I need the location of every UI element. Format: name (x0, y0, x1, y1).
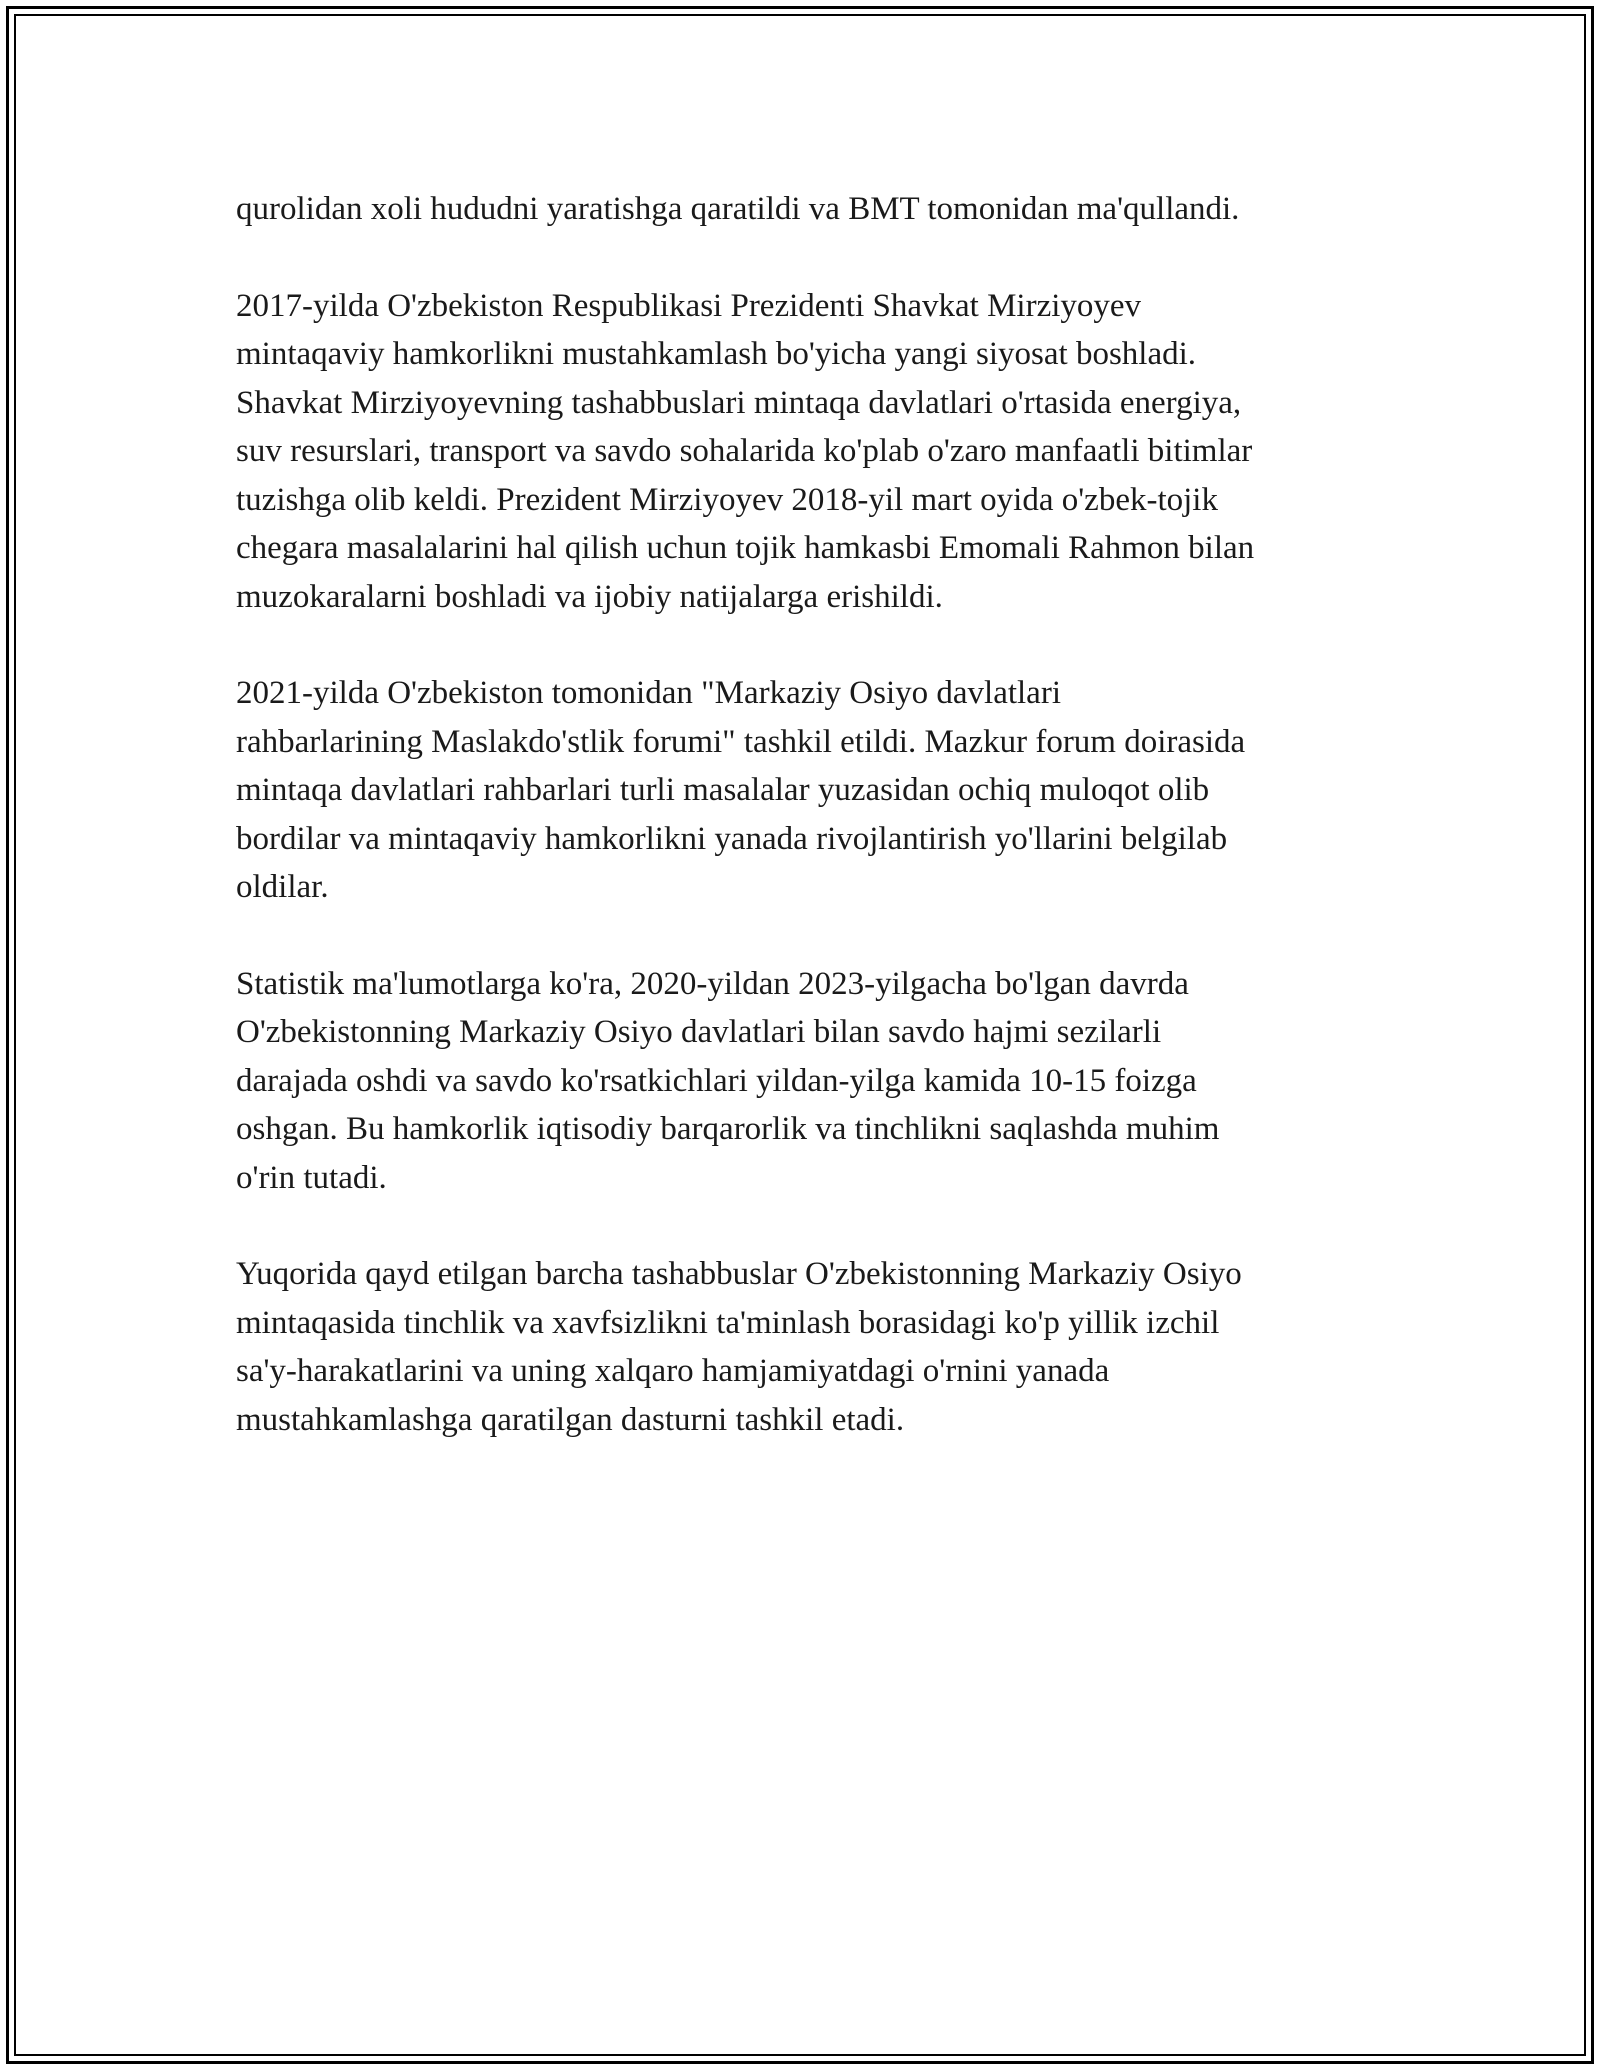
paragraph-3: 2021-yilda O'zbekiston tomonidan "Markaziy Osiyo davlatlari rahbarlarining Maslakdo'stlik forumi" tashkil etildi. Mazkur forum doirasida mintaqa davlatlari rahbarlari turli masalalar yuzasidan ochiq muloqot olib bordilar va mintaqaviy hamkorlikni yanada rivojlantirish yo'llarini belgilab oldilar. (236, 675, 1246, 905)
paragraph-4: Statistik ma'lumotlarga ko'ra, 2020-yildan 2023-yilgacha bo'lgan davrda O'zbekistonning Markaziy Osiyo davlatlari bilan savdo hajmi sezilarli darajada oshdi va savdo ko'rsatkichlari yildan-yilga kamida 10-15 foizga oshgan. Bu hamkorlik iqtisodiy barqarorlik va tinchlikni saqlashda muhim o'rin tutadi. (236, 965, 1220, 1196)
paragraph-2: 2017-yilda O'zbekiston Respublikasi Prezidenti Shavkat Mirziyoyev mintaqaviy hamkorlikni mustahkamlash bo'yicha yangi siyosat boshladi. Shavkat Mirziyoyevning tashabbuslari mintaqa davlatlari o'rtasida energiya, suv resurslari, transport va savdo sohalarida ko'plab o'zaro manfaatli bitimlar tuzishga olib keldi. Prezident Mirziyoyev 2018-yil mart oyida o'zbek-tojik chegara masalalarini hal qilish uchun tojik hamkasbi Emomali Rahmon bilan muzokaralarni boshladi va ijobiy natijalarga erishildi. (236, 287, 1255, 615)
paragraph-1: qurolidan xoli hududni yaratishga qaratildi va BMT tomonidan ma'qullandi. (236, 191, 1240, 227)
document-body (236, 185, 1386, 1492)
paragraph-5: Yuqorida qayd etilgan barcha tashabbuslar O'zbekistonning Markaziy Osiyo mintaqasida tinchlik va xavfsizlikni ta'minlash borasidagi ko'p yillik izchil sa'y-harakatlarini va uning xalqaro hamjamiyatdagi o'rnini yanada mustahkamlashga qaratilgan dasturni tashkil etadi. (236, 1256, 1242, 1438)
